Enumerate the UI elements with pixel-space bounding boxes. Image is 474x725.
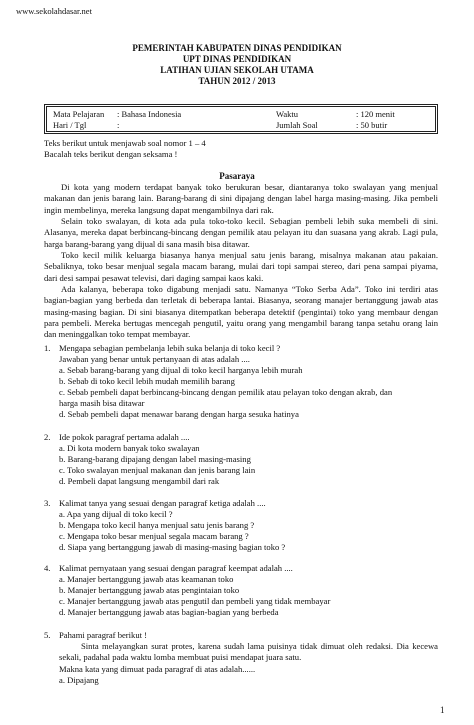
question-4-option-a: a. Manajer bertanggung jawab atas keamanan toko (59, 574, 234, 584)
question-3-stem: Kalimat tanya yang sesuai dengan paragraf ketiga adalah .... (59, 498, 266, 508)
question-3-number: 3. (44, 498, 51, 508)
question-1-stem-2: Jawaban yang benar untuk pertanyaan di atas adalah .... (59, 354, 250, 364)
question-5-stem: Pahami paragraf berikut ! (59, 630, 148, 640)
exam-info-box (44, 104, 438, 134)
time-label: Waktu (276, 109, 298, 119)
question-2-number: 2. (44, 432, 51, 442)
passage-paragraph-1: Di kota yang modern terdapat banyak toko berukuran besar, diantaranya toko swalayan yang menjual makanan dan jenis barang lain. Barang-barang di sini dipajang dengan label harga masing-masing. Jika pembeli ingin membelinya, mereka langsung dapat mengambilnya dari rak. (44, 182, 438, 215)
question-5-stem-2: Makna kata yang dimuat pada paragraf di atas adalah...... (59, 664, 256, 674)
question-4-option-d: d. Manajer bertanggung jawab atas bagian-bagian yang berbeda (59, 607, 279, 617)
site-url: www.sekolahdasar.net (16, 6, 92, 16)
question-1-option-c-cont: harga masih bisa ditawar (59, 398, 145, 408)
question-3-option-c: c. Mengapa toko besar menjual segala macam barang ? (59, 531, 249, 541)
instruction-line-2: Bacalah teks berikut dengan seksama ! (44, 149, 178, 159)
question-5-option-a: a. Dipajang (59, 675, 99, 685)
header-line-3: LATIHAN UJIAN SEKOLAH UTAMA (160, 65, 314, 75)
day-label: Hari / Tgl (53, 120, 87, 130)
question-1-option-c: c. Sebab pembeli dapat berbincang-bincang dengan pemilik atau pelayan toko dengan akrab, dan (59, 387, 393, 397)
question-1-number: 1. (44, 343, 51, 353)
page-number: 1 (440, 705, 445, 715)
question-5-paragraph: Sinta melayangkan surat protes, karena sudah lama puisinya tidak dimuat oleh redaksi. Dia kecewa sekali, padahal pada waktu lomba membuat puisi mendapat juara satu. (59, 641, 438, 663)
instruction-line-1: Teks berikut untuk menjawab soal nomor 1 – 4 (44, 138, 206, 148)
question-4-option-c: c. Manajer bertanggung jawab atas pengutil dan pembeli yang tidak membayar (59, 596, 331, 606)
question-3-option-b: b. Mengapa toko kecil hanya menjual satu jenis barang ? (59, 520, 255, 530)
passage-paragraph-2: Selain toko swalayan, di kota ada pula toko-toko kecil. Sebagian pembeli lebih suka membeli di sini. Alasanya, mereka dapat berbincang-bincang dengan pemilik atau pelayan itu dan suasana yang akrab. Lagi pula, harga barang-barang yang dijual di sana masih bisa ditawar. (44, 216, 438, 249)
question-2-option-d: d. Pembeli dapat langsung mengambil dari rak (59, 476, 220, 486)
count-label: Jumlah Soal (276, 120, 318, 130)
header-line-4: TAHUN 2012 / 2013 (198, 76, 276, 86)
question-4-option-b: b. Manajer bertanggung jawab atas pengintaian toko (59, 585, 240, 595)
subject-label: Mata Pelajaran (53, 109, 105, 119)
passage-paragraph-4: Ada kalanya, beberapa toko digabung menjadi satu. Namanya “Toko Serba Ada”. Toko ini terdiri atas bagian-bagian yang berbeda dan terletak di beberapa lantai. Biasanya, seorang manajer bertanggung jawab atas masing-masing bagian. Di sini biasanya ditempatkan beberapa detektif (pengintai) toko yang membaur dengan para pembeli. Mereka bertugas mencegah pengutil, yaitu orang yang mengambil barang tanpa setahu orang lain dan meninggalkan toko tempat membayar. (44, 284, 438, 340)
question-4-number: 4. (44, 563, 51, 573)
subject-value: : Bahasa Indonesia (117, 109, 182, 119)
question-1-option-d: d. Sebab pembeli dapat menawar barang dengan harga sesuka hatinya (59, 409, 299, 419)
question-2-option-c: c. Toko swalayan menjual makanan dan jenis barang lain (59, 465, 256, 475)
passage-paragraph-3: Toko kecil milik keluarga biasanya hanya menjual satu jenis barang, misalnya makanan atau pakaian. Sebaliknya, toko besar menjual segala macam barang, mulai dari topi sampai stereo, dari pena sampai piyama, dari desi sampai pesawat televisi, dari daging sampai kaos kaki. (44, 250, 438, 283)
header-line-1: PEMERINTAH KABUPATEN DINAS PENDIDIKAN (132, 43, 342, 53)
question-1-option-b: b. Sebab di toko kecil lebih mudah memilih barang (59, 376, 235, 386)
question-2-option-a: a. Di kota modern banyak toko swalayan (59, 443, 200, 453)
question-4-stem: Kalimat pernyataan yang sesuai dengan paragraf keempat adalah .... (59, 563, 293, 573)
question-3-option-d: d. Siapa yang bertanggung jawab di masing-masing bagian toko ? (59, 542, 286, 552)
question-5-number: 5. (44, 630, 51, 640)
question-2-option-b: b. Barang-barang dipajang dengan label masing-masing (59, 454, 251, 464)
question-2-stem: Ide pokok paragraf pertama adalah .... (59, 432, 190, 442)
header-line-2: UPT DINAS PENDIDIKAN (182, 54, 292, 64)
question-3-option-a: a. Apa yang dijual di toko kecil ? (59, 509, 173, 519)
count-value: : 50 butir (356, 120, 388, 130)
day-value: : (117, 120, 120, 130)
time-value: : 120 menit (356, 109, 395, 119)
question-1-option-a: a. Sebab barang-barang yang dijual di toko kecil harganya lebih murah (59, 365, 303, 375)
passage-title: Pasaraya (219, 171, 255, 181)
question-1-stem: Mengapa sebagian pembelanja lebih suka belanja di toko kecil ? (59, 343, 281, 353)
